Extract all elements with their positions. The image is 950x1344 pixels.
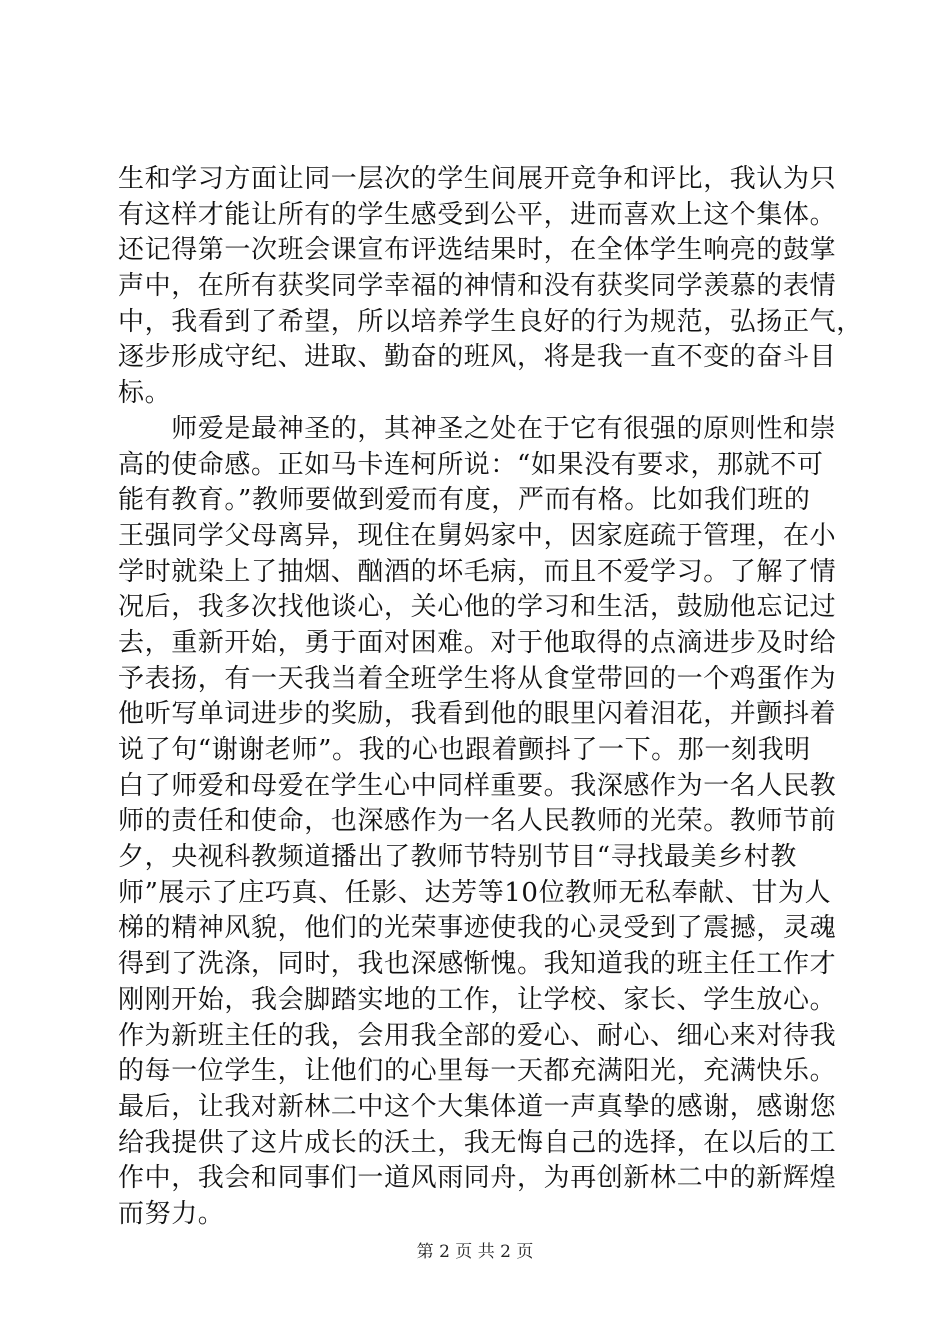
text-line: 说了句“谢谢老师”。我的心也跟着颤抖了一下。那一刻我明 [118,735,811,765]
text-line: 予表扬，有一天我当着全班学生将从食堂带回的一个鸡蛋作为 [118,663,837,694]
text-line: 给我提供了这片成长的沃土，我无悔自己的选择，在以后的工 [118,1127,837,1158]
text-line: 高的使命感。正如马卡连柯所说：“如果没有要求，那就不可 [118,449,824,480]
body-text [118,162,863,1233]
text-line: 作为新班主任的我，会用我全部的爱心、耐心、细心来对待我 [118,1020,837,1051]
text-line: 学时就染上了抽烟、酗酒的坏毛病，而且不爱学习。了解了情 [118,556,837,587]
text-line: 中，我看到了希望，所以培养学生良好的行为规范，弘扬正气， [118,306,863,337]
text-line: 去，重新开始，勇于面对困难。对于他取得的点滴进步及时给 [118,627,837,658]
text-line: 生和学习方面让同一层次的学生间展开竞争和评比，我认为只 [118,164,837,194]
text-line: 师”展示了庄巧真、任影、达芳等10位教师无私奉献、甘为人 [118,877,832,908]
text-line: 还记得第一次班会课宣布评选结果时，在全体学生响亮的鼓掌 [118,235,837,266]
text-line: 的每一位学生，让他们的心里每一天都充满阳光，充满快乐。 [118,1056,837,1087]
text-line: 他听写单词进步的奖励，我看到他的眼里闪着泪花，并颤抖着 [118,699,837,730]
text-line: 师爱是最神圣的，其神圣之处在于它有很强的原则性和崇 [118,413,837,444]
text-line: 白了师爱和母爱在学生心中同样重要。我深感作为一名人民教 [118,770,837,801]
page-number-footer: 第 2 页 共 2 页 [416,1242,534,1262]
text-line: 最后，让我对新林二中这个大集体道一声真挚的感谢，感谢您 [118,1091,837,1122]
text-line: 作中，我会和同事们一道风雨同舟，为再创新林二中的新辉煌 [118,1163,837,1194]
text-line: 标。 [118,378,172,409]
text-line: 刚刚开始，我会脚踏实地的工作，让学校、家长、学生放心。 [118,984,837,1015]
text-line: 梯的精神风貌，他们的光荣事迹使我的心灵受到了震撼，灵魂 [118,913,837,944]
text-line: 况后，我多次找他谈心，关心他的学习和生活，鼓励他忘记过 [118,592,837,623]
text-line: 能有教育。”教师要做到爱而有度，严而有格。比如我们班的 [118,485,811,516]
text-line: 逐步形成守纪、进取、勤奋的班风，将是我一直不变的奋斗目 [118,342,837,373]
text-line: 得到了洗涤，同时，我也深感惭愧。我知道我的班主任工作才 [118,949,837,980]
text-line: 声中，在所有获奖同学幸福的神情和没有获奖同学羡慕的表情 [118,271,837,302]
text-line: 王强同学父母离异，现住在舅妈家中，因家庭疏于管理，在小 [118,520,837,551]
text-line: 夕，央视科教频道播出了教师节特别节目“寻找最美乡村教 [118,842,797,873]
text-line: 师的责任和使命，也深感作为一名人民教师的光荣。教师节前 [118,806,837,837]
text-line: 有这样才能让所有的学生感受到公平，进而喜欢上这个集体。 [118,199,837,230]
text-line: 而努力。 [118,1198,225,1229]
